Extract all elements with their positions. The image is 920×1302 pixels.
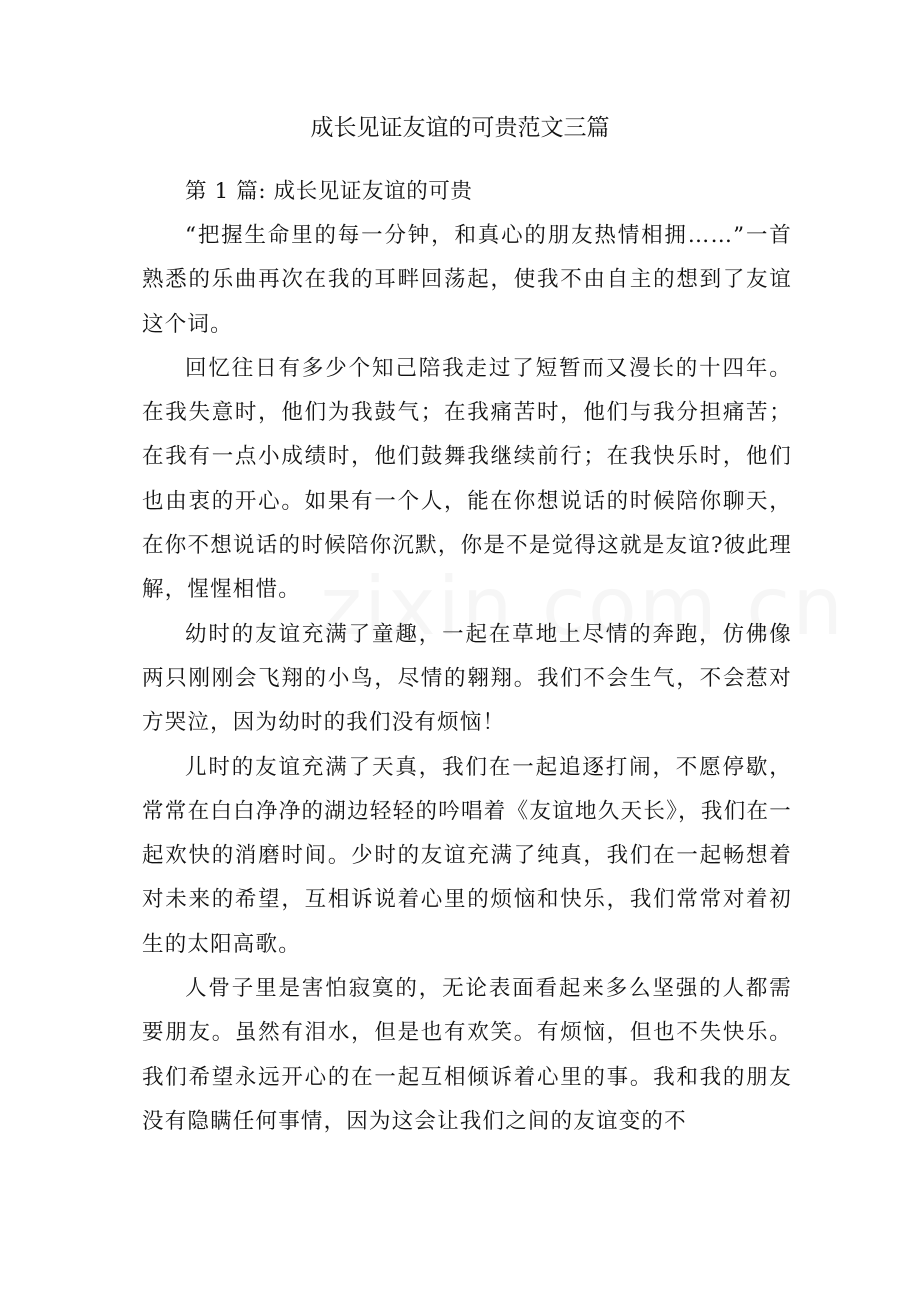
document-body <box>142 170 792 1144</box>
paragraph-5: 人骨子里是害怕寂寞的，无论表面看起来多么坚强的人都需要朋友。虽然有泪水，但是也有欢笑。有烦恼，但也不失快乐。我们希望永远开心的在一起互相倾诉着心里的事。我和我的朋友没有隐瞒任何事情，因为这会让我们之间的友谊变的不 <box>142 976 792 1134</box>
section-heading: 第 1 篇: 成长见证友谊的可贵 <box>185 179 473 204</box>
paragraph-1: “把握生命里的每一分钟，和真心的朋友热情相拥……”一首熟悉的乐曲再次在我的耳畔回荡起，使我不由自主的想到了友谊这个词。 <box>142 223 792 337</box>
paragraph-4: 儿时的友谊充满了天真，我们在一起追逐打闹，不愿停歇，常常在白白净净的湖边轻轻的吟唱着《友谊地久天长》，我们在一起欢快的消磨时间。少时的友谊充满了纯真，我们在一起畅想着对未来的希望，互相诉说着心里的烦恼和快乐，我们常常对着初生的太阳高歌。 <box>142 754 792 957</box>
paragraph-3: 幼时的友谊充满了童趣，一起在草地上尽情的奔跑，仿佛像两只刚刚会飞翔的小鸟，尽情的翱翔。我们不会生气，不会惹对方哭泣，因为幼时的我们没有烦恼！ <box>142 621 792 736</box>
document-title: 成长见证友谊的可贵范文三篇 <box>310 115 610 141</box>
paragraph-2: 回忆往日有多少个知己陪我走过了短暂而又漫长的十四年。在我失意时，他们为我鼓气；在我痛苦时，他们与我分担痛苦；在我有一点小成绩时，他们鼓舞我继续前行；在我快乐时，他们也由衷的开心。如果有一个人，能在你想说话的时候陪你聊天，在你不想说话的时候陪你沉默，你是不是觉得这就是友谊?彼此理解，惺惺相惜。 <box>142 355 792 603</box>
